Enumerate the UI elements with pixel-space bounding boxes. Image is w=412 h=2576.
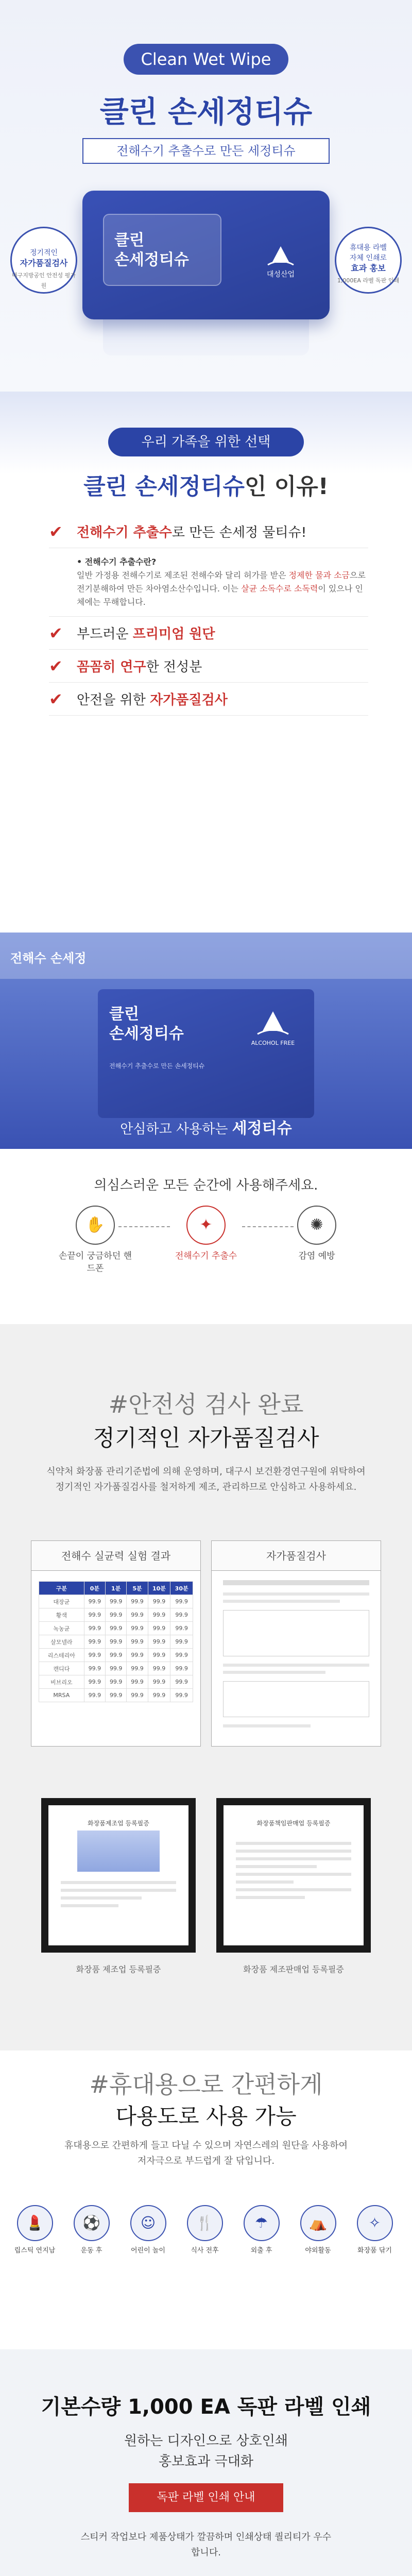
- label-title: 기본수량 1,000 EA 독판 라벨 인쇄: [41, 2395, 371, 2419]
- child-icon: ☺: [130, 2205, 166, 2241]
- table-cell: 대장균: [39, 1595, 84, 1608]
- table-cell: 99.9: [106, 1649, 127, 1662]
- use-case-item: ☺ 어린이 놀이: [124, 2205, 173, 2256]
- table-cell: 99.9: [127, 1649, 148, 1662]
- table-cell: 99.9: [84, 1689, 105, 1702]
- table-cell: 녹농균: [39, 1622, 84, 1635]
- table-cell: 황색: [39, 1608, 84, 1622]
- table-header-cell: 5분: [127, 1582, 148, 1595]
- use-case-item: 💄 립스틱 연지남: [10, 2205, 59, 2256]
- table-row: [39, 1662, 193, 1675]
- table-cell: 99.9: [148, 1649, 170, 1662]
- table-cell: 99.9: [106, 1662, 127, 1675]
- table-cell: 99.9: [106, 1595, 127, 1608]
- table-cell: 99.9: [84, 1649, 105, 1662]
- table-header-cell: 0분: [84, 1582, 105, 1595]
- table-cell: 99.9: [170, 1649, 193, 1662]
- table-row: [39, 1635, 193, 1649]
- table-header-cell: 10분: [148, 1582, 170, 1595]
- meal-icon: 🍴: [187, 2205, 223, 2241]
- check-icon: ✔: [49, 689, 63, 709]
- use-case-item: 🍴 식사 전후: [180, 2205, 229, 2256]
- reasons-list: [49, 515, 368, 716]
- check-icon: ✔: [49, 623, 63, 643]
- table-cell: 99.9: [127, 1595, 148, 1608]
- table-cell: MRSA: [39, 1689, 84, 1702]
- product-pack: [82, 191, 330, 319]
- hero-title: 클린 손세정티슈: [99, 94, 313, 129]
- usage-icon-item: ✺ 감염 예방: [278, 1206, 355, 1262]
- safety-section: [0, 1324, 412, 2050]
- table-cell: 99.9: [84, 1595, 105, 1608]
- reason-item: ✔ 꼼꼼히 연구한 전성분: [49, 650, 368, 683]
- table-cell: 99.9: [148, 1622, 170, 1635]
- pack-brand: 대성산업: [266, 270, 295, 279]
- check-icon: ✔: [49, 521, 63, 541]
- certificate-frame: 화장품책임판매업 등록필증: [216, 1798, 371, 1953]
- quality-check-doc: [211, 1540, 381, 1747]
- test-result-table: [39, 1581, 193, 1702]
- table-cell: 99.9: [106, 1675, 127, 1689]
- cosmetic-icon: ✧: [357, 2205, 393, 2241]
- table-cell: 99.9: [84, 1608, 105, 1622]
- table-header-cell: 30분: [170, 1582, 193, 1595]
- table-cell: 99.9: [84, 1662, 105, 1675]
- check-icon: ✔: [49, 656, 63, 676]
- table-row: [39, 1689, 193, 1702]
- table-cell: 99.9: [106, 1608, 127, 1622]
- table-cell: 99.9: [170, 1675, 193, 1689]
- table-row: [39, 1595, 193, 1608]
- table-cell: 캔디다: [39, 1662, 84, 1675]
- pack-name: 클린 손세정티슈: [114, 231, 189, 269]
- table-cell: 99.9: [84, 1635, 105, 1649]
- table-header-cell: 1분: [106, 1582, 127, 1595]
- hand-icon: ✋: [76, 1206, 115, 1245]
- hero-pill: Clean Wet Wipe: [124, 44, 288, 75]
- exercise-icon: ⚽: [74, 2205, 110, 2241]
- table-cell: 99.9: [148, 1635, 170, 1649]
- table-cell: 99.9: [170, 1622, 193, 1635]
- reason-item: ✔ 안전을 위한 자가품질검사: [49, 683, 368, 716]
- reasons-section: [0, 392, 412, 933]
- usage-section: [0, 933, 412, 1324]
- table-cell: 99.9: [106, 1635, 127, 1649]
- safety-tag: #안전성 검사 완료: [108, 1391, 304, 1418]
- reason-item: ✔ 전해수기 추출수로 만든 손세정 물티슈!: [49, 515, 368, 548]
- table-row: [39, 1622, 193, 1635]
- use-case-item: ☂ 외출 후: [237, 2205, 286, 2256]
- table-cell: 99.9: [127, 1608, 148, 1622]
- hero-section: [0, 0, 412, 392]
- virus-icon: ✺: [297, 1206, 336, 1245]
- table-row: [39, 1675, 193, 1689]
- reasons-pill: 우리 가족을 위한 선택: [108, 428, 304, 456]
- outing-icon: ☂: [244, 2205, 280, 2241]
- use-case-item: ⛺ 야외활동: [294, 2205, 342, 2256]
- doc-header: 전해수 실균력 실험 결과: [31, 1541, 200, 1571]
- outdoor-icon: ⛺: [300, 2205, 336, 2241]
- label-info-button[interactable]: 독판 라벨 인쇄 안내: [129, 2483, 283, 2512]
- certificate-caption: 화장품 제조판매업 등록필증: [243, 1964, 344, 1974]
- use-case-item: ⚽ 운동 후: [67, 2205, 116, 2256]
- usage-card: [98, 989, 314, 1118]
- table-cell: 99.9: [148, 1608, 170, 1622]
- usage-name: 클린 손세정티슈: [109, 1005, 184, 1043]
- certificate-frame: 화장품제조업 등록필증: [41, 1798, 196, 1953]
- reason-detail: • 전해수기 추출수란? 일반 가정용 전해수기로 제조된 전해수와 달리 허가를 받은 정제한 물과 소금으로 전기분해하여 만든 차아염소산수입니다. 이는 살균 소독수로 소독력이 있으나 인체에는 무해합니다.: [49, 548, 368, 617]
- spray-icon: ✦: [186, 1206, 226, 1245]
- table-cell: 99.9: [127, 1635, 148, 1649]
- usage-pack-photo: [0, 933, 412, 1149]
- usage-caption: 의심스러운 모든 순간에 사용해주세요.: [94, 1178, 318, 1193]
- table-cell: 99.9: [170, 1595, 193, 1608]
- portable-icon-row: [10, 2205, 402, 2277]
- table-cell: 99.9: [148, 1595, 170, 1608]
- table-cell: 99.9: [127, 1662, 148, 1675]
- table-cell: 99.9: [170, 1608, 193, 1622]
- brand-logo-icon: [252, 1007, 294, 1038]
- table-cell: 99.9: [148, 1662, 170, 1675]
- table-cell: 99.9: [170, 1662, 193, 1675]
- usage-desc: 전해수기 추출수로 만든 손세정티슈: [109, 1062, 205, 1070]
- table-cell: 99.9: [148, 1675, 170, 1689]
- usage-icon-item: ✦ 전해수기 추출수: [167, 1206, 245, 1262]
- brand-logo-icon: [263, 242, 299, 268]
- certificate-caption: 화장품 제조업 등록필증: [76, 1964, 161, 1974]
- label-section: [0, 2349, 412, 2576]
- usage-brand: 전해수 손세정: [10, 951, 87, 965]
- table-cell: 99.9: [170, 1689, 193, 1702]
- hero-subtitle: 전해수기 추출수로 만든 세정티슈: [82, 138, 330, 164]
- quality-badge: 정기적인 자가품질검사 대구지방공인 안전성 평가원: [10, 227, 77, 294]
- table-cell: 리스테리아: [39, 1649, 84, 1662]
- label-badge: 휴대용 라벨 자체 인쇄로 효과 홍보 1,000EA 라벨 독판 인쇄: [335, 227, 402, 294]
- table-cell: 99.9: [127, 1689, 148, 1702]
- portable-tag: #휴대용으로 간편하게: [89, 2071, 323, 2098]
- table-cell: 99.9: [84, 1675, 105, 1689]
- usage-icon-row: [57, 1206, 355, 1298]
- use-case-item: ✧ 화장품 닦기: [350, 2205, 399, 2256]
- table-header-cell: 구분: [39, 1582, 84, 1595]
- reason-item: ✔ 부드러운 프리미엄 원단: [49, 617, 368, 650]
- usage-icon-item: ✋ 손끝이 궁금하던 핸드폰: [57, 1206, 134, 1275]
- table-cell: 비브리오: [39, 1675, 84, 1689]
- usage-bottom-text: 안심하고 사용하는 세정티슈: [120, 1120, 292, 1138]
- table-cell: 99.9: [170, 1635, 193, 1649]
- alcohol-free-label: ALCOHOL FREE: [251, 1040, 295, 1046]
- test-result-doc: [31, 1540, 201, 1747]
- label-desc: 스티커 작업보다 제품상태가 깔끔하며 인쇄상태 퀄리티가 우수합니다.: [80, 2532, 332, 2558]
- table-cell: 살모넬라: [39, 1635, 84, 1649]
- table-cell: 99.9: [106, 1622, 127, 1635]
- table-cell: 99.9: [127, 1622, 148, 1635]
- safety-text: 식약처 화장품 관리기준법에 의해 운영하며, 대구시 보건환경연구원에 위탁하여 정기적인 자가품질검사를 철저하게 제조, 관리하므로 안심하고 사용하세요.: [46, 1466, 366, 1493]
- safety-title: 정기적인 자가품질검사: [93, 1425, 319, 1451]
- table-row: [39, 1649, 193, 1662]
- reasons-title: 클린 손세정티슈인 이유!: [83, 473, 329, 500]
- portable-section: [0, 2050, 412, 2318]
- lipstick-icon: 💄: [17, 2205, 53, 2241]
- doc-header: 자가품질검사: [212, 1541, 381, 1571]
- table-cell: 99.9: [84, 1622, 105, 1635]
- table-cell: 99.9: [148, 1689, 170, 1702]
- table-cell: 99.9: [127, 1675, 148, 1689]
- table-cell: 99.9: [106, 1689, 127, 1702]
- portable-title: 다용도로 사용 가능: [115, 2104, 297, 2129]
- portable-text: 휴대용으로 간편하게 들고 다닐 수 있으며 자연스레의 원단을 사용하여 저자극으로 부드럽게 잘 닦입니다.: [64, 2140, 348, 2166]
- table-row: [39, 1608, 193, 1622]
- label-subtitle: 원하는 디자인으로 상호인쇄 홍보효과 극대화: [124, 2433, 288, 2469]
